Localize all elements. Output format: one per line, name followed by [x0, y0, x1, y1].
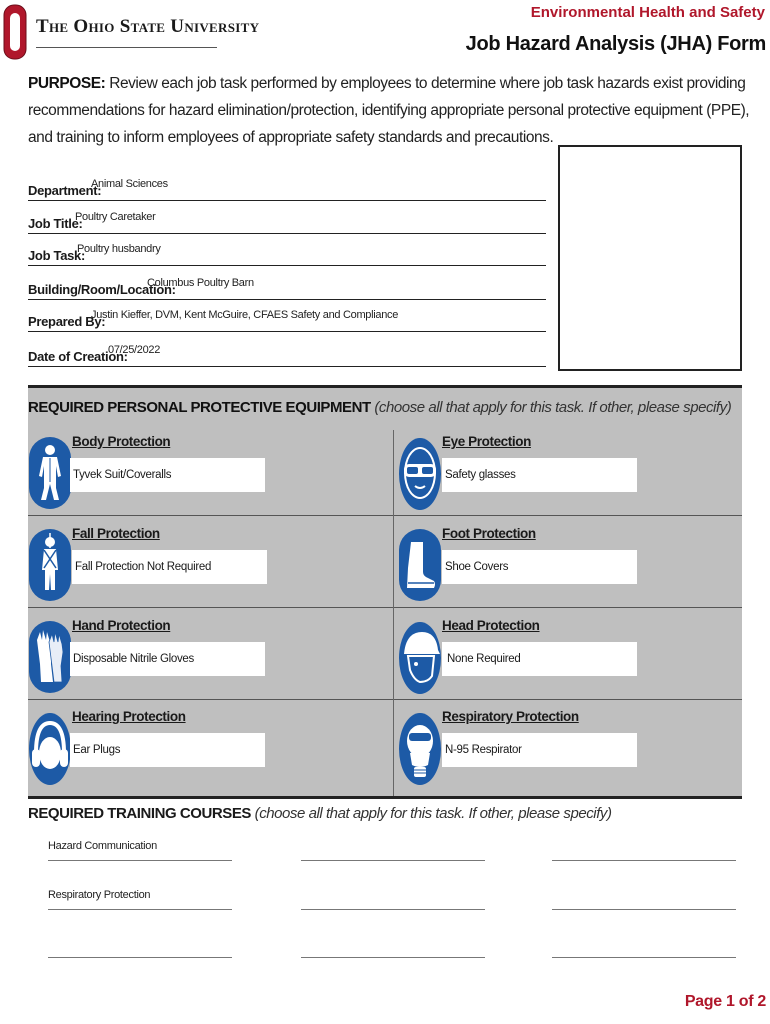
date-value[interactable]: 07/25/2022	[108, 344, 161, 356]
purpose-text: Review each job task performed by employees to determine where job task hazards exist providing recommendations for hazard elimination/protection, identifying appropriate personal protective equipment (PPE), and training to inform employees of appropriate safety standards and precautions.	[28, 75, 750, 146]
training-section-header	[28, 805, 612, 822]
prepared-by-value[interactable]: Justin Kieffer, DVM, Kent McGuire, CFAES Safety and Compliance	[91, 309, 399, 321]
job-task-value[interactable]: Poultry husbandry	[77, 243, 161, 255]
purpose-paragraph	[28, 70, 750, 151]
training-course-line[interactable]	[301, 909, 485, 910]
training-course-line[interactable]	[552, 909, 736, 910]
ppe-fall-protection	[28, 524, 358, 608]
ppe-item-input[interactable]: Tyvek Suit/Coveralls	[70, 458, 265, 492]
osu-logo-block	[3, 4, 260, 62]
ppe-item-title: Hand Protection	[72, 618, 171, 633]
training-course-line[interactable]	[552, 957, 736, 958]
ppe-item-title: Hearing Protection	[72, 709, 186, 724]
ppe-bottom-border	[28, 796, 742, 799]
page-number: Page 1 of 2	[684, 993, 766, 1010]
training-course-line[interactable]	[301, 957, 485, 958]
photo-box[interactable]	[558, 145, 742, 371]
ppe-header-title: REQUIRED PERSONAL PROTECTIVE EQUIPMENT	[28, 399, 371, 416]
prepared-by-field[interactable]	[28, 301, 546, 332]
job-title-label: Job Title:	[28, 216, 83, 231]
hard-hat-icon	[398, 620, 442, 694]
ppe-item-title: Eye Protection	[442, 434, 531, 449]
date-field[interactable]	[28, 336, 546, 367]
ppe-section-header	[28, 399, 731, 416]
gloves-icon	[28, 620, 72, 694]
logo-divider	[36, 47, 217, 48]
respirator-icon	[398, 711, 442, 785]
job-task-field[interactable]	[28, 235, 546, 266]
prepared-by-label: Prepared By:	[28, 314, 106, 329]
department-field[interactable]	[28, 170, 546, 201]
ppe-header-instructions: (choose all that apply for this task. If other, please specify)	[370, 399, 732, 416]
boot-icon	[398, 528, 442, 602]
ppe-item-input[interactable]: Shoe Covers	[442, 550, 637, 584]
ppe-item-input[interactable]: Fall Protection Not Required	[72, 550, 267, 584]
ppe-item-title: Foot Protection	[442, 526, 536, 541]
harness-icon	[28, 528, 72, 602]
training-header-title: REQUIRED TRAINING COURSES	[28, 805, 251, 822]
ppe-item-title: Respiratory Protection	[442, 709, 579, 724]
osu-block-o-logo-icon	[3, 4, 27, 60]
ppe-item-input[interactable]: Disposable Nitrile Gloves	[70, 642, 265, 676]
department-value[interactable]: Animal Sciences	[91, 178, 168, 190]
location-field[interactable]	[28, 269, 546, 300]
ppe-item-input[interactable]: N-95 Respirator	[442, 733, 637, 767]
ppe-item-title: Head Protection	[442, 618, 540, 633]
location-value[interactable]: Columbus Poultry Barn	[147, 277, 254, 289]
training-course-entry[interactable]: Hazard Communication	[48, 840, 157, 852]
body-suit-icon	[28, 436, 72, 510]
goggles-icon	[398, 436, 442, 510]
job-title-field[interactable]	[28, 203, 546, 234]
training-course-line[interactable]	[552, 860, 736, 861]
ppe-head-protection	[398, 616, 728, 700]
ppe-eye-protection	[398, 432, 728, 516]
ppe-item-input[interactable]: Safety glasses	[442, 458, 637, 492]
ppe-item-input[interactable]: None Required	[442, 642, 637, 676]
location-label: Building/Room/Location:	[28, 282, 176, 297]
training-course-line[interactable]	[48, 909, 232, 910]
form-title: Job Hazard Analysis (JHA) Form	[465, 33, 766, 55]
training-course-line[interactable]	[48, 957, 232, 958]
ppe-item-title: Fall Protection	[72, 526, 160, 541]
ppe-respiratory-protection	[398, 707, 728, 791]
ppe-hand-protection	[28, 616, 358, 700]
training-course-entry[interactable]: Respiratory Protection	[48, 889, 151, 901]
ppe-foot-protection	[398, 524, 728, 608]
training-header-instructions: (choose all that apply for this task. If other, please specify)	[250, 805, 612, 822]
purpose-label: PURPOSE:	[28, 75, 106, 92]
ppe-column-divider	[393, 430, 394, 796]
training-course-line[interactable]	[48, 860, 232, 861]
training-course-line[interactable]	[301, 860, 485, 861]
date-label: Date of Creation:	[28, 349, 128, 364]
ppe-hearing-protection	[28, 707, 358, 791]
ehs-department-title: Environmental Health and Safety	[530, 4, 765, 21]
department-label: Department:	[28, 183, 102, 198]
ear-muffs-icon	[28, 711, 72, 785]
university-name: The Ohio State University	[36, 16, 260, 37]
ppe-body-protection	[28, 432, 358, 516]
ppe-item-title: Body Protection	[72, 434, 171, 449]
ppe-item-input[interactable]: Ear Plugs	[70, 733, 265, 767]
job-title-value[interactable]: Poultry Caretaker	[75, 211, 156, 223]
job-task-label: Job Task:	[28, 248, 86, 263]
